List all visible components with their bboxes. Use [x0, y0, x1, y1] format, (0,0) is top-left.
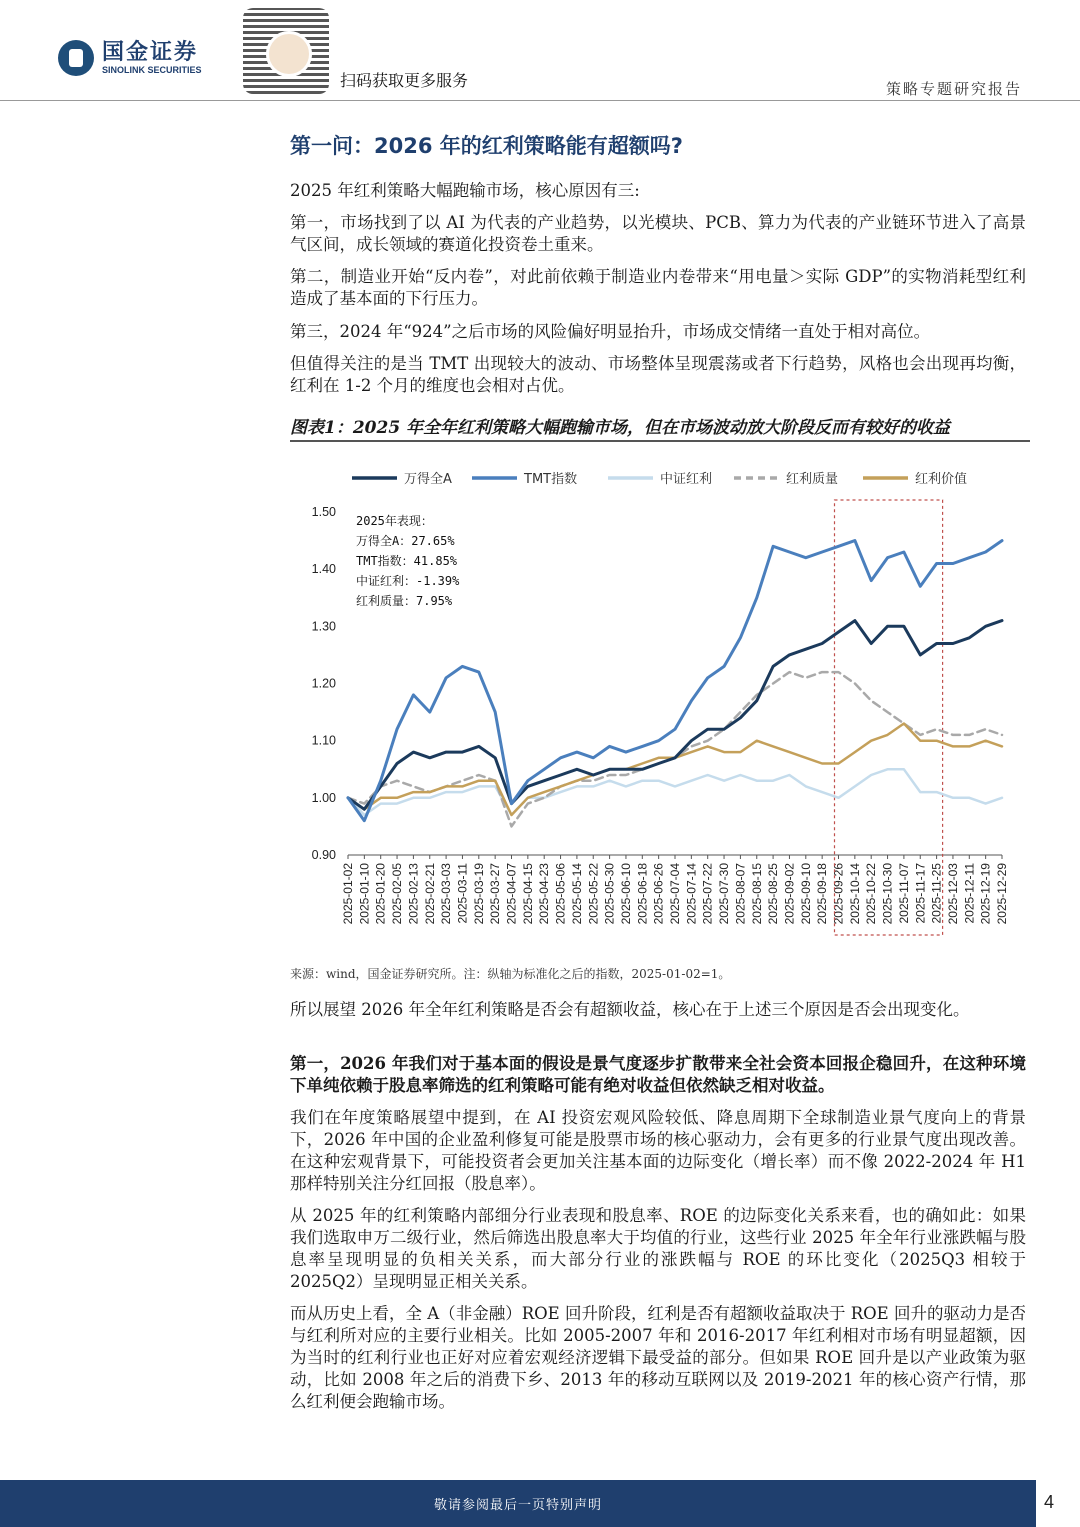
x-tick-label: 2025-09-02 [782, 863, 797, 925]
x-tick-label: 2025-02-13 [406, 863, 421, 925]
x-tick-label: 2025-05-22 [586, 863, 601, 925]
paragraph-reason-2: 第二，制造业开始“反内卷”，对此前依赖于制造业内卷带来“用电量＞实际 GDP”的实物消耗型红利造成了基本面的下行压力。 [290, 267, 1026, 308]
y-tick-label: 1.40 [311, 562, 336, 577]
paragraph-industry-analysis: 从 2025 年的红利策略内部细分行业表现和股息率、ROE 的边际变化关系来看，也的确如此：如果我们选取申万二级行业，然后筛选出股息率大于均值的行业，这些行业 2025 年全年行业涨跌幅与股息率呈现明显的负相关关系，而大部分行业的涨跌幅与 ROE 的环比变化（2025Q3 相较于 2025Q2）呈现明显正相关关系。 [290, 1206, 1026, 1291]
figure-title: 图表1：2025 年全年红利策略大幅跑输市场，但在市场波动放大阶段反而有较好的收益 [290, 418, 951, 438]
legend-label: 中证红利 [660, 472, 713, 487]
x-tick-label: 2025-06-26 [651, 863, 666, 925]
logo-mark-icon [58, 40, 94, 76]
logo-english-name: SINOLINK SECURITIES [102, 64, 202, 75]
x-tick-label: 2025-12-03 [945, 863, 960, 925]
x-tick-label: 2025-01-10 [357, 863, 372, 925]
x-tick-label: 2025-11-17 [913, 863, 928, 924]
chart-annotation [356, 513, 460, 608]
legend-label: 红利价值 [915, 472, 968, 487]
x-tick-label: 2025-10-30 [880, 863, 895, 925]
x-tick-label: 2025-05-14 [569, 863, 584, 925]
paragraph-point-1: 第一，2026 年我们对于基本面的假设是景气度逐步扩散带来全社会资本回报企稳回升，在这种环境下单纯依赖于股息率筛选的红利策略可能有绝对收益但依然缺乏相对收益。 [290, 1054, 1026, 1095]
x-tick-label: 2025-02-21 [422, 863, 437, 925]
x-tick-label: 2025-06-10 [618, 863, 633, 925]
y-tick-label: 1.10 [311, 733, 336, 748]
qr-center-logo-icon [266, 31, 312, 77]
x-tick-label: 2025-03-19 [471, 863, 486, 925]
x-tick-label: 2025-03-27 [488, 863, 503, 925]
x-tick-label: 2025-10-22 [864, 863, 879, 925]
x-tick-label: 2025-02-05 [390, 863, 405, 925]
paragraph-outlook: 所以展望 2026 年全年红利策略是否会有超额收益，核心在于上述三个原因是否会出现变化。 [290, 1000, 970, 1019]
legend-label: 红利质量 [786, 472, 839, 487]
line-chart [290, 455, 1030, 955]
x-tick-label: 2025-05-30 [602, 863, 617, 925]
x-tick-label: 2025-09-26 [831, 863, 846, 925]
x-tick-label: 2025-05-06 [553, 863, 568, 925]
footer-disclaimer: 敬请参阅最后一页特别声明 [433, 1498, 602, 1513]
annotation-heading: 2025年表现： [356, 514, 433, 528]
logo-chinese-name: 国金证券 [102, 39, 199, 65]
x-tick-label: 2025-08-25 [766, 863, 781, 925]
x-tick-label: 2025-09-18 [815, 863, 830, 925]
annotation-line: 中证红利：-1.39% [356, 574, 460, 588]
legend-label: TMT指数 [524, 472, 578, 487]
y-tick-label: 1.50 [311, 505, 336, 519]
series-line-3 [348, 672, 1002, 826]
x-tick-label: 2025-11-07 [896, 863, 911, 924]
x-tick-label: 2025-12-11 [962, 863, 977, 924]
y-tick-label: 0.90 [311, 848, 336, 862]
x-tick-label: 2025-03-11 [455, 863, 470, 924]
x-tick-label: 2025-11-25 [929, 863, 944, 924]
x-tick-label: 2025-12-19 [978, 863, 993, 925]
paragraph-reason-3: 第三，2024 年“924”之后市场的风险偏好明显抬升，市场成交情绪一直处于相对高位。 [290, 322, 931, 341]
x-tick-label: 2025-07-22 [700, 863, 715, 925]
y-tick-label: 1.00 [311, 790, 336, 805]
x-tick-label: 2025-04-07 [504, 863, 519, 925]
x-tick-label: 2025-01-20 [373, 863, 388, 925]
x-tick-label: 2025-03-03 [439, 863, 454, 925]
annotation-line: 万得全A：27.65% [356, 534, 455, 548]
qr-caption: 扫码获取更多服务 [340, 71, 469, 90]
x-tick-label: 2025-04-15 [520, 863, 535, 925]
report-type-label: 策略专题研究报告 [885, 80, 1022, 98]
x-tick-label: 2025-07-30 [717, 863, 732, 925]
paragraph-rebalance: 但值得关注的是当 TMT 出现较大的波动、市场整体呈现震荡或者下行趋势，风格也会出现再均衡，红利在 1-2 个月的维度也会相对占优。 [290, 354, 1026, 395]
x-tick-label: 2025-08-15 [749, 863, 764, 925]
series-line-0 [348, 621, 1002, 810]
x-tick-label: 2025-10-14 [847, 863, 862, 925]
x-tick-label: 2025-08-07 [733, 863, 748, 925]
paragraph-reason-1: 第一，市场找到了以 AI 为代表的产业趋势，以光模块、PCB、算力为代表的产业链环节进入了高景气区间，成长领域的赛道化投资卷土重来。 [290, 213, 1026, 254]
section-title: 第一问：2026 年的红利策略能有超额吗? [290, 134, 683, 158]
x-tick-label: 2025-04-23 [537, 863, 552, 925]
series-line-2 [348, 769, 1002, 815]
annotation-line: 红利质量：7.95% [356, 594, 453, 608]
figure-source-note: 来源：wind，国金证券研究所。注：纵轴为标准化之后的指数，2025-01-02=1。 [290, 967, 731, 981]
chart-legend [352, 471, 967, 487]
x-tick-label: 2025-07-04 [668, 863, 682, 925]
figure-title-rule [290, 440, 1030, 442]
y-tick-label: 1.20 [311, 676, 336, 691]
x-tick-label: 2025-09-10 [798, 863, 813, 925]
paragraph-history: 而从历史上看，全 A（非金融）ROE 回升阶段，红利是否有超额收益取决于 ROE 回升的驱动力是否与红利所对应的主要行业相关。比如 2005-2007 年和 2016-2017 年红利相对市场有明显超额，因为当时的红利行业也正好对应着宏观经济逻辑下最受益的部分。但如果 ROE 回升是以产业政策为驱动，比如 2008 年之后的消费下乡、2013 年的移动互联网以及 2019-2021 年的核心资产行情，那么红利便会跑输市场。 [290, 1304, 1026, 1411]
annotation-line: TMT指数：41.85% [356, 554, 458, 568]
x-tick-label: 2025-01-02 [341, 863, 355, 925]
x-tick-label: 2025-07-14 [684, 863, 699, 925]
legend-label: 万得全A [404, 472, 452, 487]
company-logo [58, 40, 202, 76]
x-tick-label: 2025-06-18 [635, 863, 650, 925]
page-number: 4 [1044, 1492, 1055, 1512]
y-tick-label: 1.30 [311, 619, 336, 634]
paragraph-annual-strategy: 我们在年度策略展望中提到，在 AI 投资宏观风险较低、降息周期下全球制造业景气度向上的背景下，2026 年中国的企业盈利修复可能是股票市场的核心驱动力，会有更多的行业景气度出现改善。在这种宏观背景下，可能投资者会更加关注基本面的边际变化（增长率）而不像 2022-2024 年 H1 那样特别关注分红回报（股息率）。 [290, 1108, 1026, 1193]
x-tick-label: 2025-12-29 [995, 863, 1009, 925]
header-divider [0, 100, 1080, 101]
paragraph-intro: 2025 年红利策略大幅跑输市场，核心原因有三: [290, 181, 640, 200]
